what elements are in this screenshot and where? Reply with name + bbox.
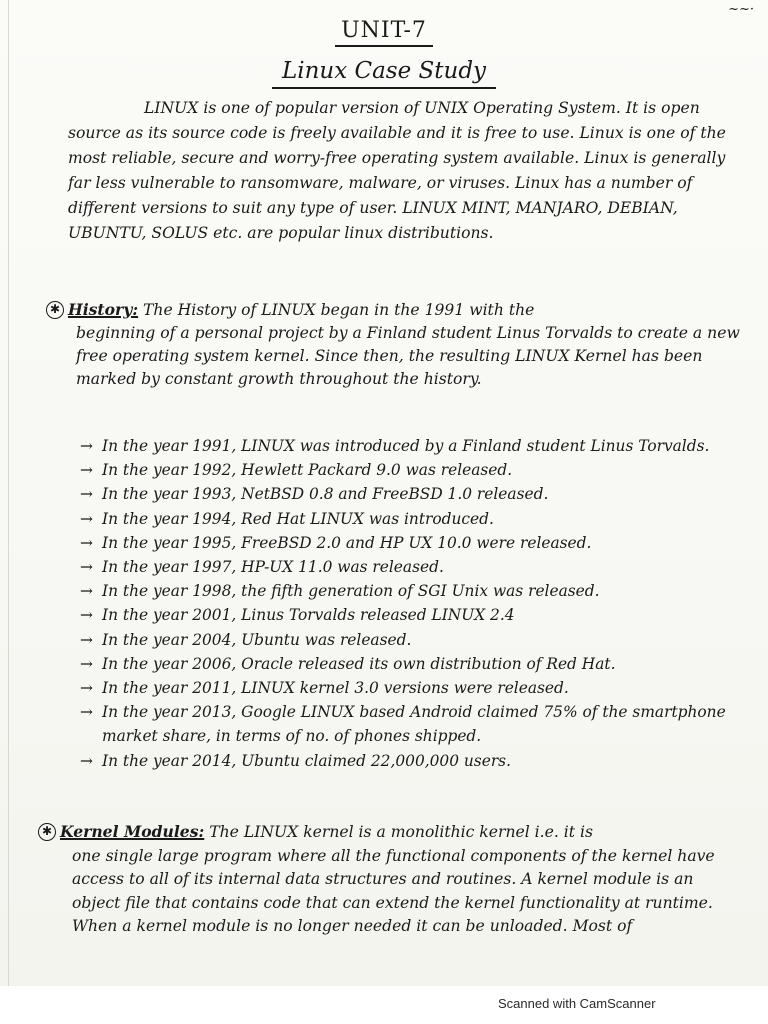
timeline-item: → In the year 2001, Linus Torvalds released LINUX 2.4 bbox=[80, 603, 750, 627]
arrow-right-icon: → bbox=[80, 437, 93, 455]
arrow-right-icon: → bbox=[80, 558, 93, 577]
history-heading: History: bbox=[68, 300, 139, 319]
timeline-item: → In the year 2011, LINUX kernel 3.0 versions were released. bbox=[80, 676, 750, 700]
arrow-right-icon: → bbox=[80, 485, 93, 504]
history-body-first: The History of LINUX began in the 1991 with the bbox=[138, 301, 535, 319]
arrow-right-icon: → bbox=[80, 703, 93, 722]
timeline-item: → In the year 1995, FreeBSD 2.0 and HP UX 10.0 were released. bbox=[80, 531, 750, 555]
history-heading-line bbox=[46, 298, 746, 322]
circled-star-icon: ✱ bbox=[38, 823, 56, 841]
history-timeline bbox=[80, 434, 750, 773]
page-margin-line bbox=[8, 0, 9, 986]
timeline-item: → In the year 2014, Ubuntu claimed 22,000,000 users. bbox=[80, 749, 750, 773]
arrow-right-icon: → bbox=[80, 582, 93, 601]
timeline-item: → In the year 1994, Red Hat LINUX was introduced. bbox=[80, 507, 750, 531]
kernel-modules-body: one single large program where all the functional components of the kernel have access to all of its internal data structures and routines. A kernel module is an object file that contains code that can extend the kernel functionality at runtime. When a kernel module is no longer needed it can be unloaded. Most of bbox=[72, 846, 715, 936]
arrow-right-icon: → bbox=[80, 630, 93, 649]
history-body: beginning of a personal project by a Finland student Linus Torvalds to create a new free operating system kernel. Since then, the resulting LINUX Kernel has been marked by constant growth throughout the history. bbox=[76, 324, 740, 388]
intro-paragraph: LINUX is one of popular version of UNIX Operating System. It is open source as its source code is freely available and it is free to use. Linux is one of the most reliable, secure and worry-free operating system available. Linux is generally far less vulnerable to ransomware, malware, or viruses. Linux has a number of different versions to suit any type of user. LINUX MINT, MANJARO, DEBIAN, UBUNTU, SOLUS etc. are popular linux distributions. bbox=[68, 99, 726, 242]
case-study-title-text: Linux Case Study bbox=[272, 58, 496, 89]
arrow-right-icon: → bbox=[80, 533, 93, 552]
timeline-item: → In the year 1997, HP-UX 11.0 was released. bbox=[80, 555, 750, 579]
unit-title bbox=[0, 18, 768, 47]
arrow-right-icon: → bbox=[80, 461, 93, 480]
timeline-item: → In the year 2013, Google LINUX based Android claimed 75% of the smartphone market share, in terms of no. of phones shipped. bbox=[80, 700, 750, 748]
timeline-item: → In the year 2006, Oracle released its own distribution of Red Hat. bbox=[80, 652, 750, 676]
arrow-right-icon: → bbox=[80, 606, 93, 625]
kernel-heading-line bbox=[38, 820, 746, 845]
timeline-item: → In the year 1992, Hewlett Packard 9.0 was released. bbox=[80, 458, 750, 482]
kernel-modules-heading: Kernel Modules: bbox=[60, 822, 205, 841]
case-study-title bbox=[0, 58, 768, 89]
corner-mark: ~~· bbox=[728, 2, 754, 17]
circled-star-icon: ✱ bbox=[46, 301, 64, 319]
kernel-body-first: The LINUX kernel is a monolithic kernel i.e. it is bbox=[204, 823, 593, 841]
arrow-right-icon: → bbox=[80, 751, 93, 770]
kernel-modules-section bbox=[38, 820, 746, 939]
timeline-item: → In the year 1993, NetBSD 0.8 and FreeBSD 1.0 released. bbox=[80, 482, 750, 506]
arrow-right-icon: → bbox=[80, 679, 93, 698]
unit-title-text: UNIT-7 bbox=[335, 18, 433, 47]
timeline-item: → In the year 1991, LINUX was introduced by a Finland student Linus Torvalds. bbox=[80, 434, 750, 458]
timeline-item: → In the year 1998, the fifth generation of SGI Unix was released. bbox=[80, 579, 750, 603]
arrow-right-icon: → bbox=[80, 509, 93, 528]
timeline-item: → In the year 2004, Ubuntu was released. bbox=[80, 628, 750, 652]
history-section bbox=[46, 298, 746, 391]
arrow-right-icon: → bbox=[80, 654, 93, 673]
camscanner-watermark: Scanned with CamScanner bbox=[498, 996, 656, 1011]
